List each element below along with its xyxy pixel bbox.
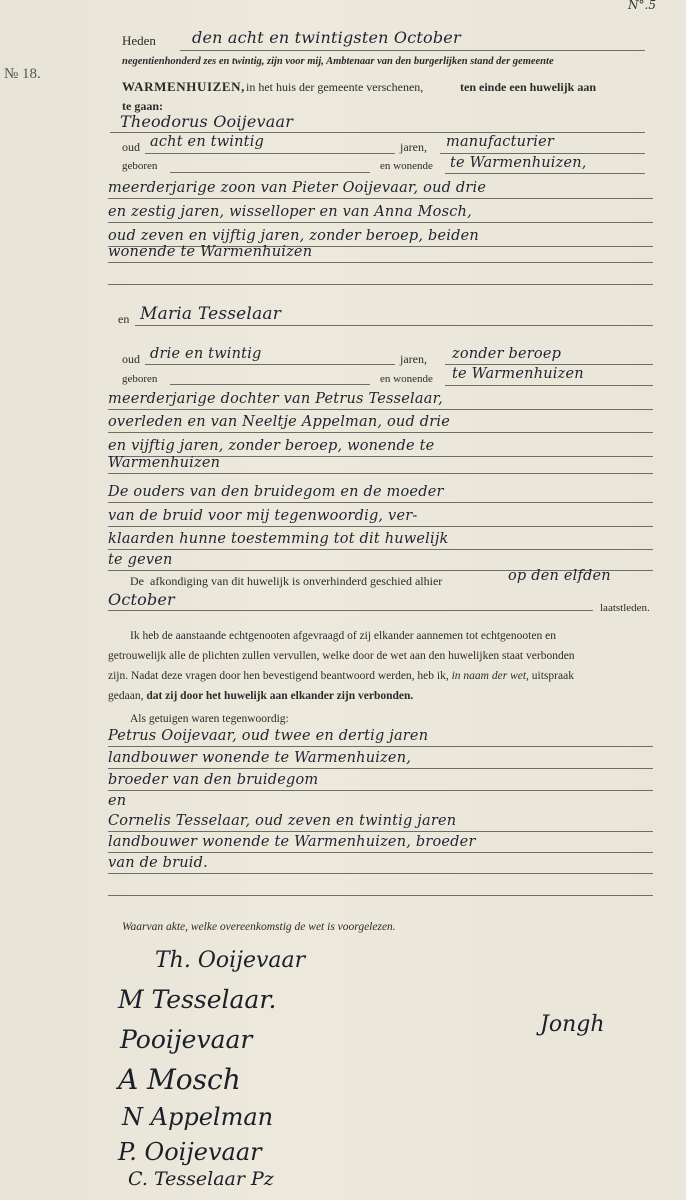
rule xyxy=(108,198,653,199)
witness-line-6: landbouwer wonende te Warmenhuizen, broeder xyxy=(108,834,476,850)
declaration-line-3a: zijn. Nadat deze vragen door hen bevestigend beantwoord werden, heb ik, xyxy=(108,670,449,682)
en-label: en xyxy=(118,312,130,326)
bride-line-1: meerderjarige dochter van Petrus Tesselaar, xyxy=(108,391,443,407)
groom-line-3: oud zeven en vijftig jaren, zonder beroep, beiden xyxy=(108,228,479,244)
bride-line-4: Warmenhuizen xyxy=(108,455,221,471)
municipality: WARMENHUIZEN, xyxy=(122,79,246,94)
en-wonende-label: en wonende xyxy=(380,160,433,172)
witness-line-5: Cornelis Tesselaar, oud zeven en twintig jaren xyxy=(108,813,457,829)
bride-name: Maria Tesselaar xyxy=(140,304,282,324)
jaren-label: jaren, xyxy=(400,140,427,154)
proclamation-date-b: October xyxy=(108,590,175,609)
rule xyxy=(108,526,653,527)
bride-age: drie en twintig xyxy=(150,346,262,362)
bride-line-2: overleden en van Neeltje Appelman, oud drie xyxy=(108,414,450,430)
proclamation-date-a: op den elfden xyxy=(508,568,611,584)
bride-residence: te Warmenhuizen xyxy=(452,366,584,382)
rule xyxy=(108,409,653,410)
jaren-label-2: jaren, xyxy=(400,352,427,366)
rule xyxy=(108,549,653,550)
geboren-label-2: geboren xyxy=(122,373,158,385)
marriage-date: den acht en twintigsten October xyxy=(192,28,461,47)
bride-occupation: zonder beroep xyxy=(452,346,562,362)
rule xyxy=(108,502,653,503)
groom-name: Theodorus Ooijevaar xyxy=(120,112,294,131)
declaration-line-4a: gedaan, xyxy=(108,690,144,702)
rule xyxy=(108,852,653,853)
signature-mother-groom: A Mosch xyxy=(118,1063,241,1096)
signature-witness-1: P. Ooijevaar xyxy=(118,1138,262,1166)
heden-label: Heden xyxy=(122,33,156,48)
bride-line-3: en vijftig jaren, zonder beroep, wonende te xyxy=(108,438,435,454)
laatstleden-label: laatstleden. xyxy=(600,602,650,614)
rule xyxy=(135,325,653,326)
intro-line-3: in het huis der gemeente verschenen, xyxy=(246,80,424,94)
signature-registrar: Jongh xyxy=(540,1012,605,1037)
declaration-line-3c: uitspraak xyxy=(531,670,574,682)
rule xyxy=(170,172,370,173)
signature-groom: Th. Ooijevaar xyxy=(155,948,306,973)
rule xyxy=(108,831,653,832)
rule xyxy=(108,873,653,874)
witness-line-2: landbouwer wonende te Warmenhuizen, xyxy=(108,750,412,766)
consent-line-2: van de bruid voor mij tegenwoordig, ver- xyxy=(108,508,418,524)
consent-line-1: De ouders van den bruidegom en de moeder xyxy=(108,484,444,500)
oud-label-2: oud xyxy=(122,352,140,366)
rule xyxy=(445,385,653,386)
rule xyxy=(108,746,653,747)
intro-line-3-bold: ten einde een huwelijk aan xyxy=(460,80,597,94)
oud-label: oud xyxy=(122,140,140,154)
rule xyxy=(108,432,653,433)
te-gaan-label: te gaan: xyxy=(122,99,163,113)
declaration-line-3b: in naam der wet, xyxy=(451,670,529,682)
signature-bride: M Tesselaar. xyxy=(118,985,277,1014)
rule xyxy=(108,790,653,791)
declaration-line-1: Ik heb de aanstaande echtgenooten afgevraagd of zij elkander aannemen tot echtgenooten en xyxy=(130,630,556,642)
rule xyxy=(110,132,645,133)
witness-line-1: Petrus Ooijevaar, oud twee en dertig jaren xyxy=(108,728,429,744)
groom-line-4: wonende te Warmenhuizen xyxy=(108,244,313,260)
rule xyxy=(108,768,653,769)
rule xyxy=(445,173,645,174)
closing-statement: Waarvan akte, welke overeenkomstig de wet is voorgelezen. xyxy=(122,921,396,933)
consent-line-4: te geven xyxy=(108,552,173,568)
witness-line-3: broeder van den bruidegom xyxy=(108,772,319,788)
groom-age: acht en twintig xyxy=(150,134,265,150)
consent-line-3: klaarden hunne toestemming tot dit huwelijk xyxy=(108,531,449,547)
rule xyxy=(145,153,395,154)
signature-father-groom: Pooijevaar xyxy=(120,1025,253,1054)
groom-line-1: meerderjarige zoon van Pieter Ooijevaar, oud drie xyxy=(108,180,487,196)
rule xyxy=(170,384,370,385)
intro-line: negentienhonderd zes en twintig, zijn voor mij, Ambtenaar van den burgerlijken stand der gemeente xyxy=(122,56,554,67)
rule xyxy=(108,262,653,263)
signature-mother-bride: N Appelman xyxy=(122,1103,274,1131)
declaration-line-4b: dat zij door het huwelijk aan elkander zijn verbonden. xyxy=(146,690,414,702)
declaration-line-3 xyxy=(108,670,574,682)
declaration-line-2: getrouwelijk alle de plichten zullen vervullen, welke door de wet aan den huwelijken staat verbonden xyxy=(108,650,575,662)
proclamation-text: afkondiging van dit huwelijk is onverhinderd geschied alhier xyxy=(150,574,443,588)
rule xyxy=(108,895,653,896)
witness-line-4: en xyxy=(108,793,127,809)
rule xyxy=(440,153,645,154)
rule xyxy=(180,50,645,51)
rule xyxy=(145,364,395,365)
rule xyxy=(108,610,593,611)
groom-residence: te Warmenhuizen, xyxy=(450,155,587,171)
record-number: № 18. xyxy=(4,66,41,82)
rule xyxy=(108,473,653,474)
de-label: De xyxy=(130,574,144,588)
declaration-line-4 xyxy=(108,690,413,702)
witnesses-label: Als getuigen waren tegenwoordig: xyxy=(130,713,289,725)
rule xyxy=(108,284,653,285)
rule xyxy=(445,364,653,365)
groom-line-2: en zestig jaren, wisselloper en van Anna Mosch, xyxy=(108,204,472,220)
corner-mark: N°.5 xyxy=(628,0,656,12)
en-wonende-label-2: en wonende xyxy=(380,373,433,385)
signature-witness-2: C. Tesselaar Pz xyxy=(128,1168,274,1190)
groom-occupation: manufacturier xyxy=(446,134,555,150)
witness-line-7: van de bruid. xyxy=(108,855,208,871)
rule xyxy=(108,222,653,223)
geboren-label: geboren xyxy=(122,160,158,172)
